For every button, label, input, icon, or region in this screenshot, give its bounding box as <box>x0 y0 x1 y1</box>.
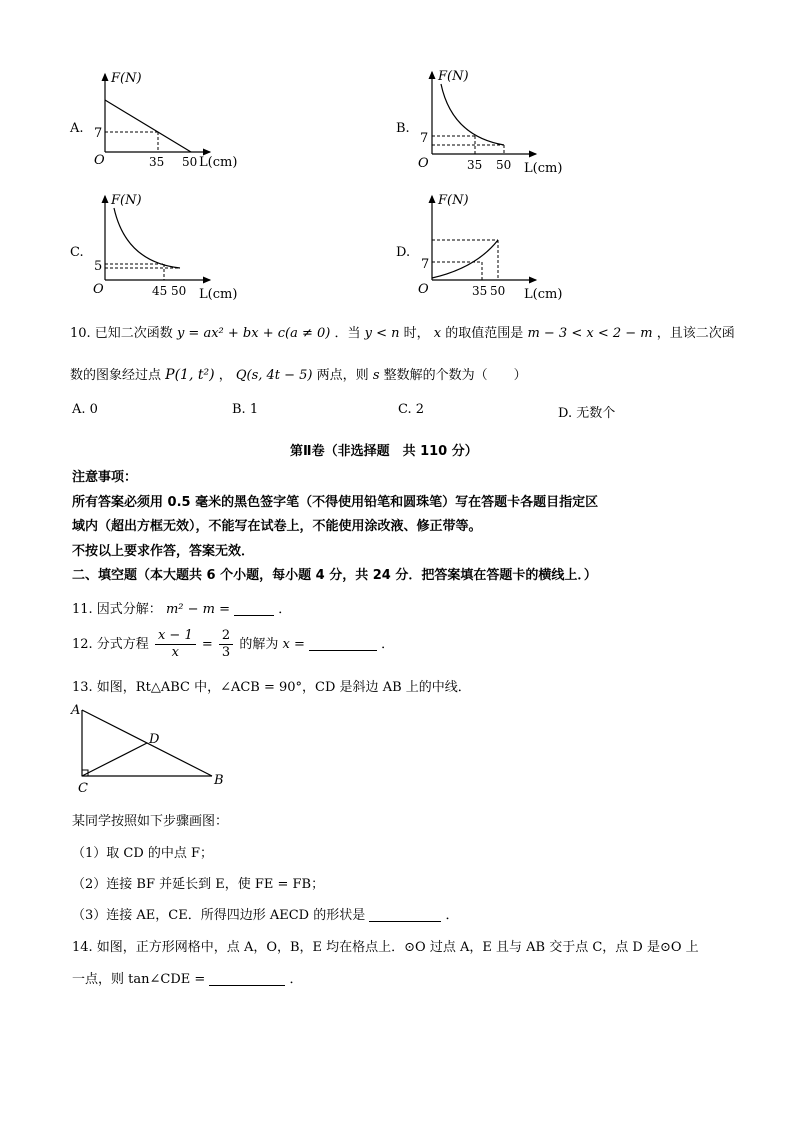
triangle-figure <box>68 700 238 796</box>
graph-curve <box>432 240 498 278</box>
x-tick: 35 <box>467 158 483 172</box>
q10-text: 时， <box>403 326 430 341</box>
y-tick: 5 <box>94 259 103 274</box>
notice-title: 注意事项： <box>72 470 138 485</box>
x-label: L(cm) <box>199 155 238 170</box>
point-b-label: B <box>214 773 224 788</box>
q13-steps-intro: 某同学按照如下步骤画图： <box>72 814 229 829</box>
q13-step-1: （1）取 CD 的中点 F； <box>72 846 214 861</box>
x-tick: 50 <box>490 284 506 298</box>
q11 <box>72 598 291 617</box>
graph-line <box>105 100 191 152</box>
option-d-label: D. <box>396 245 411 260</box>
x-label: L(cm) <box>524 161 563 176</box>
origin: O <box>418 282 429 297</box>
part-title: 二、填空题（本大题共 6 个小题，每小题 4 分，共 24 分．把答案填在答题卡的横线上．） <box>72 568 597 583</box>
origin: O <box>418 156 429 171</box>
origin: O <box>93 282 104 297</box>
q10-text: 数的图象经过点 <box>70 368 162 383</box>
y-tick: 7 <box>420 131 429 146</box>
q10-formula: y = ax² + bx + c(a ≠ 0) <box>176 326 331 341</box>
q14-line2 <box>72 968 303 987</box>
point-c-label: C <box>78 781 88 796</box>
q11-text: ． <box>278 602 292 617</box>
notice-line: 域内（超出方框无效），不能写在试卷上，不能使用涂改液、修正带等。 <box>72 519 482 534</box>
y-label: F(N) <box>438 193 469 208</box>
answer-blank[interactable] <box>309 636 377 651</box>
q12-var: x = <box>282 637 305 652</box>
fraction-1 <box>155 628 196 661</box>
denominator: 3 <box>221 645 231 660</box>
option-b-label: B. <box>396 121 410 136</box>
q10-text: 整数解的个数为（ ） <box>383 368 527 383</box>
x-tick: 35 <box>472 284 488 298</box>
graph-d <box>414 190 574 302</box>
section-title: 第Ⅱ卷（非选择题 共 110 分） <box>290 444 478 459</box>
x-label: L(cm) <box>199 287 238 302</box>
q10-option-d: D. 无数个 <box>558 406 616 421</box>
y-tick: 7 <box>94 126 103 141</box>
q14-text: 一点，则 tan∠CDE = <box>72 972 206 987</box>
y-label: F(N) <box>111 193 142 208</box>
q10-range: m − 3 < x < 2 − m <box>527 326 653 341</box>
answer-blank[interactable] <box>369 907 441 922</box>
y-tick: 7 <box>421 257 430 272</box>
q10-text: 两点，则 <box>316 368 369 383</box>
q10-text: ．当 <box>334 326 361 341</box>
point-a-label: A <box>71 703 81 718</box>
notice-line: 所有答案必须用 0.5 毫米的黑色签字笔（不得使用铅笔和圆珠笔）写在答题卡各题目指定区 <box>72 495 599 510</box>
q10-point-q: Q(s, 4t − 5) <box>235 368 313 383</box>
graph-a <box>88 68 248 174</box>
graph-b <box>414 64 574 180</box>
q13-step-2: （2）连接 BF 并延长到 E，使 FE = FB； <box>72 877 325 892</box>
q10-line2 <box>70 364 527 383</box>
x-label: L(cm) <box>524 287 563 302</box>
q10-point-p: P(1, t²) <box>165 367 215 383</box>
q10-text: ，且该二次函 <box>656 326 735 341</box>
q10-option-a: A. 0 <box>72 402 98 417</box>
x-tick: 45 <box>152 284 168 298</box>
q14-text: ． <box>289 972 303 987</box>
median-cd <box>82 743 147 776</box>
answer-blank[interactable] <box>209 971 285 986</box>
y-label: F(N) <box>111 71 142 86</box>
numerator: 2 <box>219 628 233 645</box>
q12-text: 12. 分式方程 <box>72 637 149 652</box>
q12-text: 的解为 <box>239 637 279 652</box>
point-d-label: D <box>149 732 160 747</box>
q11-expr: m² − m = <box>165 602 231 617</box>
q10-text: 的取值范围是 <box>445 326 524 341</box>
q10-option-b: B. 1 <box>232 402 259 417</box>
q10-var: s <box>372 368 380 383</box>
x-tick: 50 <box>171 284 187 298</box>
q10-text: 10. 已知二次函数 <box>70 326 173 341</box>
q11-text: 11. 因式分解： <box>72 602 162 617</box>
graph-curve <box>114 208 180 268</box>
q13-line: 13. 如图，Rt△ABC 中，∠ACB = 90°，CD 是斜边 AB 上的中线． <box>72 680 471 695</box>
q10-condition: y < n <box>364 326 400 341</box>
x-tick: 35 <box>149 155 165 169</box>
q10-line1 <box>70 322 735 341</box>
origin: O <box>94 153 105 168</box>
q12 <box>72 628 394 661</box>
x-tick: 50 <box>496 158 512 172</box>
x-tick: 50 <box>182 155 198 169</box>
fraction-2 <box>219 628 233 661</box>
q13-step-3 <box>72 904 459 923</box>
y-label: F(N) <box>438 69 469 84</box>
q13-text: ． <box>445 908 459 923</box>
notice-line: 不按以上要求作答，答案无效． <box>72 544 255 559</box>
option-a-label: A. <box>70 121 84 136</box>
option-c-label: C. <box>70 245 84 260</box>
numerator: x − 1 <box>155 628 196 645</box>
denominator: x <box>171 645 179 660</box>
q14-line1: 14. 如图，正方形网格中，点 A，O，B，E 均在格点上．⊙O 过点 A，E 且与 AB 交于点 C，点 D 是⊙O 上 <box>72 940 699 955</box>
q10-var: x <box>433 326 442 341</box>
answer-blank[interactable] <box>234 601 274 616</box>
q13-text: （3）连接 AE，CE．所得四边形 AECD 的形状是 <box>72 908 366 923</box>
graph-c <box>88 190 248 302</box>
q12-text: ． <box>381 637 395 652</box>
equals: = <box>201 637 213 652</box>
q10-option-c: C. 2 <box>398 402 425 417</box>
q10-text: ， <box>218 368 232 383</box>
